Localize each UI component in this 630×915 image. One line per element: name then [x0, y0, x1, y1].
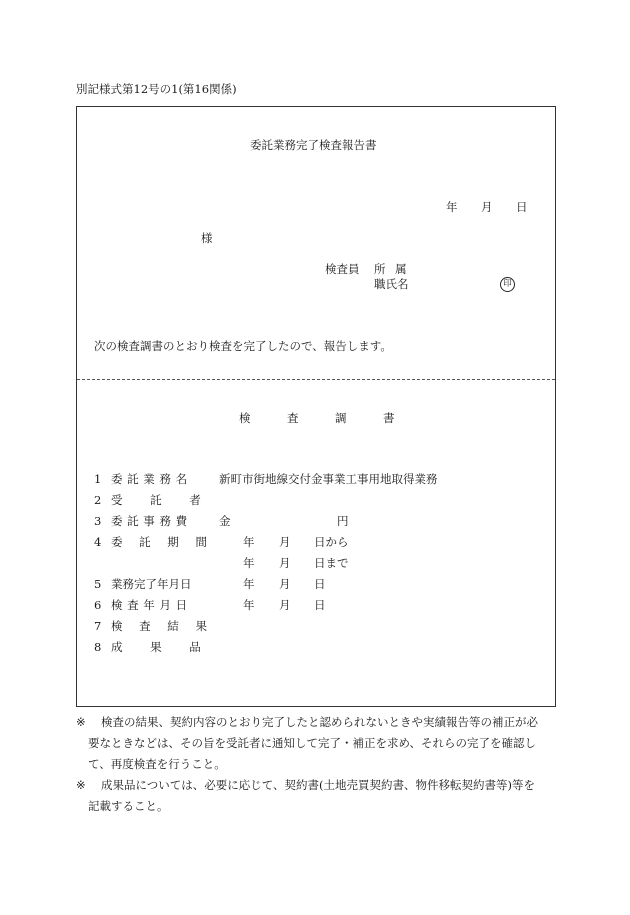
report-statement: 次の検査調書のとおり検査を完了したので、報告します。 [94, 339, 392, 353]
inspection-day: 日 [314, 598, 326, 612]
note-mark: ※ [76, 715, 86, 729]
row-label: 委 託 業 務 名 [111, 472, 188, 486]
row-number: 5 [94, 577, 102, 591]
period-end-month: 月 [279, 556, 291, 570]
fee-suffix: 円 [337, 514, 349, 528]
period-end-day: 日まで [314, 556, 349, 570]
note-1-line-1: 検査の結果、契約内容のとおり完了したと認められないときや実績報告等の補正が必 [101, 715, 538, 729]
inspection-title-char-4: 書 [383, 411, 395, 425]
note-1-line-3: て、再度検査を行うこと。 [88, 757, 226, 771]
row-number: 8 [94, 640, 102, 654]
period-start-month: 月 [279, 535, 291, 549]
completion-year: 年 [243, 577, 255, 591]
row-number: 1 [94, 472, 102, 486]
inspection-title-char-3: 調 [335, 411, 347, 425]
report-title: 委託業務完了検査報告書 [250, 138, 377, 152]
completion-month: 月 [279, 577, 291, 591]
row-label: 受 託 者 [111, 493, 201, 507]
row-number: 2 [94, 493, 102, 507]
date-month-label: 月 [481, 200, 493, 214]
row-value: 新町市街地線交付金事業工事用地取得業務 [219, 472, 438, 486]
inspector-label: 検査員 [325, 262, 360, 276]
row-label: 委 託 事 務 費 [111, 514, 188, 528]
date-day-label: 日 [516, 200, 528, 214]
note-1-line-2: 要なときなどは、その旨を受託者に通知して完了・補正を求め、それらの完了を確認し [88, 736, 537, 750]
affiliation-label: 所 属 [374, 262, 407, 276]
dashed-separator [77, 379, 555, 380]
row-number: 4 [94, 535, 102, 549]
inspection-title-char-1: 検 [239, 411, 251, 425]
inspection-title-char-2: 査 [287, 411, 299, 425]
row-label: 成 果 品 [111, 640, 201, 654]
period-end-year: 年 [243, 556, 255, 570]
inspection-year: 年 [243, 598, 255, 612]
period-start-year: 年 [243, 535, 255, 549]
seal-mark: 印 [500, 277, 515, 292]
period-start-day: 日から [314, 535, 349, 549]
name-label: 職氏名 [374, 277, 409, 291]
row-number: 7 [94, 619, 102, 633]
row-label: 業務完了年月日 [111, 577, 192, 591]
row-label: 検 査 結 果 [111, 619, 207, 633]
fee-prefix: 金 [219, 514, 231, 528]
addressee-suffix: 様 [201, 231, 213, 245]
row-number: 6 [94, 598, 102, 612]
note-mark: ※ [76, 778, 86, 792]
form-box [76, 106, 556, 707]
form-number-label: 別記様式第12号の1(第16関係) [76, 82, 237, 96]
row-label: 委 託 期 間 [111, 535, 207, 549]
note-2-line-1: 成果品については、必要に応じて、契約書(土地売買契約書、物件移転契約書等)等を [101, 778, 536, 792]
inspection-month: 月 [279, 598, 291, 612]
note-2-line-2: 記載すること。 [88, 799, 169, 813]
row-label: 検 査 年 月 日 [111, 598, 188, 612]
row-number: 3 [94, 514, 102, 528]
completion-day: 日 [314, 577, 326, 591]
date-year-label: 年 [446, 200, 458, 214]
